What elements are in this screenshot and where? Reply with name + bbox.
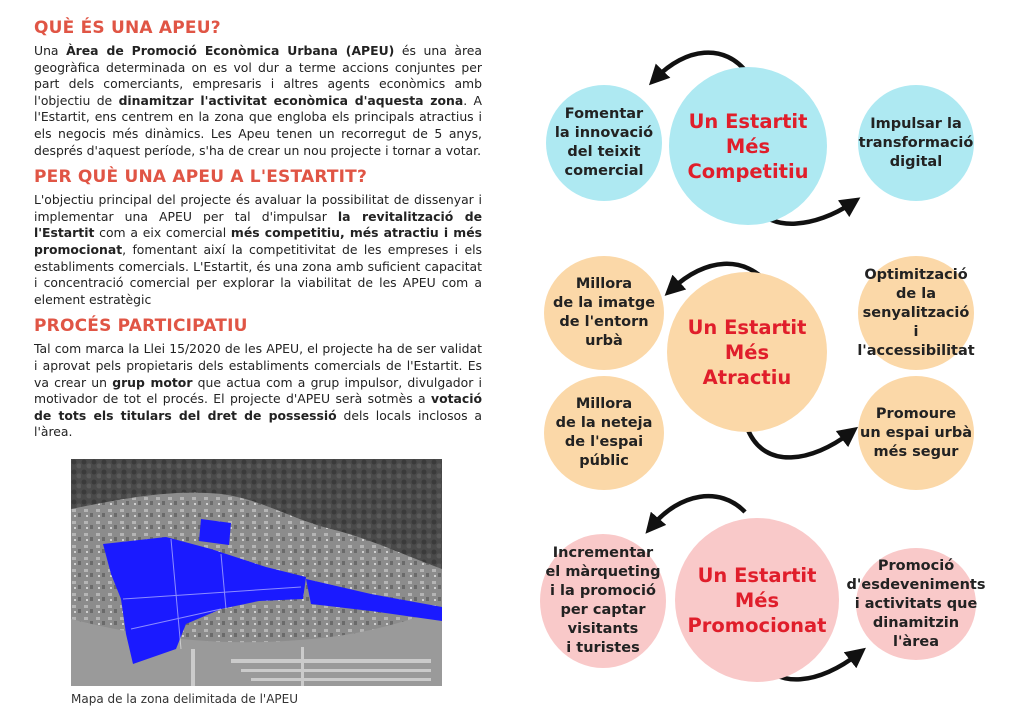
text-run: Tal com marca la Llei 15/2020 de les APEU, el projecte ha de ser validat i aprovat pels propietaris dels establiments comercials de l'Estartit. Es va crear un [34,341,482,390]
pillar-title: Un Estartit Més Competitiu [687,109,809,183]
goal-text: Impulsar la transformació digital [858,115,974,170]
goal-text: Promoció d'esdeveniments i activitats que dinamitzin l'àrea [846,557,986,650]
goal-text: Optimització de la senyalització i l'accessibilitat [857,266,975,359]
goal-text: Millora de la neteja de l'espai públic [555,396,653,469]
section-title: PROCÉS PARTICIPATIU [34,316,248,337]
text-run: L'objectiu principal del projecte és avaluar la possibilitat de dissenyar i implementar una APEU per tal d'impulsar [34,192,482,224]
pillar-circle-competitiu [669,67,827,225]
bold-text: més competitiu, més atractiu i més promocionat [34,225,482,257]
goal-circle [846,548,986,660]
bold-text: la revitalització de l'Estartit [34,208,482,241]
pillar-circle-atractiu [667,272,827,432]
goal-circle [544,256,664,370]
pillar-title: Un Estartit Més Atractiu [687,315,807,389]
bold-text: Àrea de Promoció Econòmica Urbana (APEU) [66,43,395,58]
text-run: és una àrea geogràfica determinada on es vol dur a terme accions conjuntes per part dels comerciants, empresaris i altres agents econòmics amb l'objectiu de [34,43,482,108]
pillar-title: Un Estartit Més Promocionat [687,563,827,637]
bold-text: dinamitzar l'activitat econòmica d'aquesta zona [118,92,464,108]
goal-text: Incrementar el màrqueting i la promoció per captar visitants i turistes [545,545,661,656]
goal-text: Fomentar la innovació del teixit comercial [554,106,654,179]
text-run: Una [34,43,67,58]
text-run: . A l'Estartit, ens centrem en la zona que engloba els principals atractius i els negocis més dinàmics. Les Apeu tenen un recorregut de 5 anys, després d'aquest període, s'ha de crear un nou projecte i tornar a votar. [34,92,482,158]
bold-text: votació de tots els titulars del dret de possessió [34,391,482,423]
goal-text: Promoure un espai urbà més segur [860,405,972,460]
goal-circle [858,256,974,370]
goal-circle [858,376,974,490]
section-title: QUÈ ÉS UNA APEU? [34,18,221,38]
goal-circle [858,85,974,201]
map-caption: Mapa de la zona delimitada de l'APEU [71,692,299,706]
section-title: PER QUÈ UNA APEU A L'ESTARTIT? [34,167,368,188]
goal-circle [540,534,666,668]
text-run: , fomentant així la competitivitat de les empreses i els establiments comercials. L'Estartit, és una zona amb suficient capacitat i concentració comercial per explorar la viabilitat de les APEU com a element estratègic [34,241,482,307]
bold-text: grup motor [112,374,193,390]
pillar-circle-promocionat [675,518,839,682]
goal-circle [546,85,662,201]
goal-text: Millora de la imatge de l'entorn urbà [552,276,656,349]
arrow-icon [748,430,850,457]
text-run: que actua com a grup impulsor, divulgador i motivador de tot el procés. El projecte d'APEU serà sotmès a [34,374,482,407]
text-run: dels locals inclosos a l'àrea. [34,407,482,440]
text-run: com a eix comercial [94,225,231,241]
goal-circle [544,376,664,490]
